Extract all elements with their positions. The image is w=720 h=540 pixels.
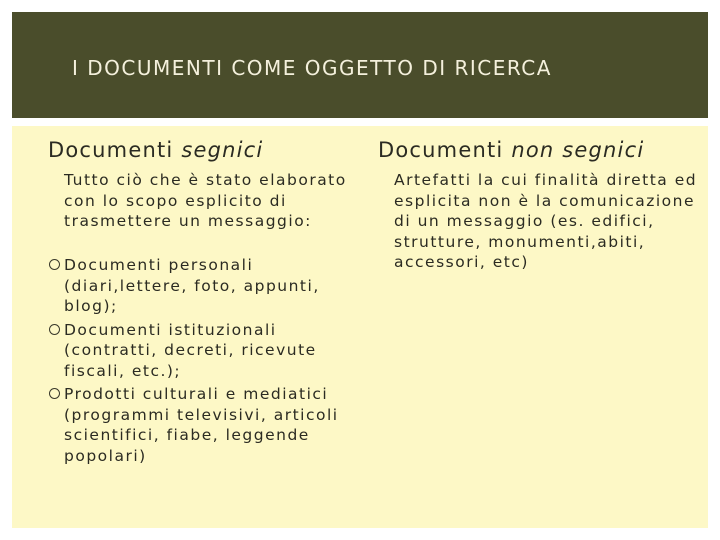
bullet-text: Documenti istituzionali (contratti, decreti, ricevute fiscali, etc.); — [64, 320, 317, 380]
hollow-circle-bullet-icon — [49, 324, 60, 335]
bullet-text: Documenti personali (diari,lettere, foto, appunti, blog); — [64, 256, 320, 315]
segnici-heading-plain: Documenti — [48, 138, 182, 162]
non-segnici-definition: Artefatti la cui finalità diretta ed esplicita non è la comunicazione di un messaggio (es. edifici, strutture, monumenti,abiti, accessori, etc) — [394, 171, 698, 271]
non-segnici-heading — [378, 138, 644, 162]
list-item — [48, 384, 358, 466]
segnici-heading — [48, 138, 263, 162]
hollow-circle-bullet-icon — [49, 259, 60, 270]
non-segnici-heading-italic: non segnici — [511, 138, 645, 162]
slide-title: I DOCUMENTI COME OGGETTO DI RICERCA — [72, 56, 552, 80]
bullet-text: Prodotti culturali e mediatici (programmi televisivi, articoli scientifici, fiabe, leggende popolari) — [64, 385, 339, 465]
title-banner — [12, 12, 708, 118]
content-panel — [12, 126, 708, 528]
hollow-circle-bullet-icon — [49, 388, 60, 399]
list-item — [48, 320, 358, 382]
list-item — [48, 255, 358, 317]
segnici-bullet-list — [48, 255, 358, 469]
segnici-definition: Tutto ciò che è stato elaborato con lo scopo esplicito di trasmettere un messaggio: — [64, 171, 347, 230]
segnici-heading-italic: segnici — [181, 138, 264, 162]
non-segnici-heading-plain: Documenti — [378, 138, 512, 162]
